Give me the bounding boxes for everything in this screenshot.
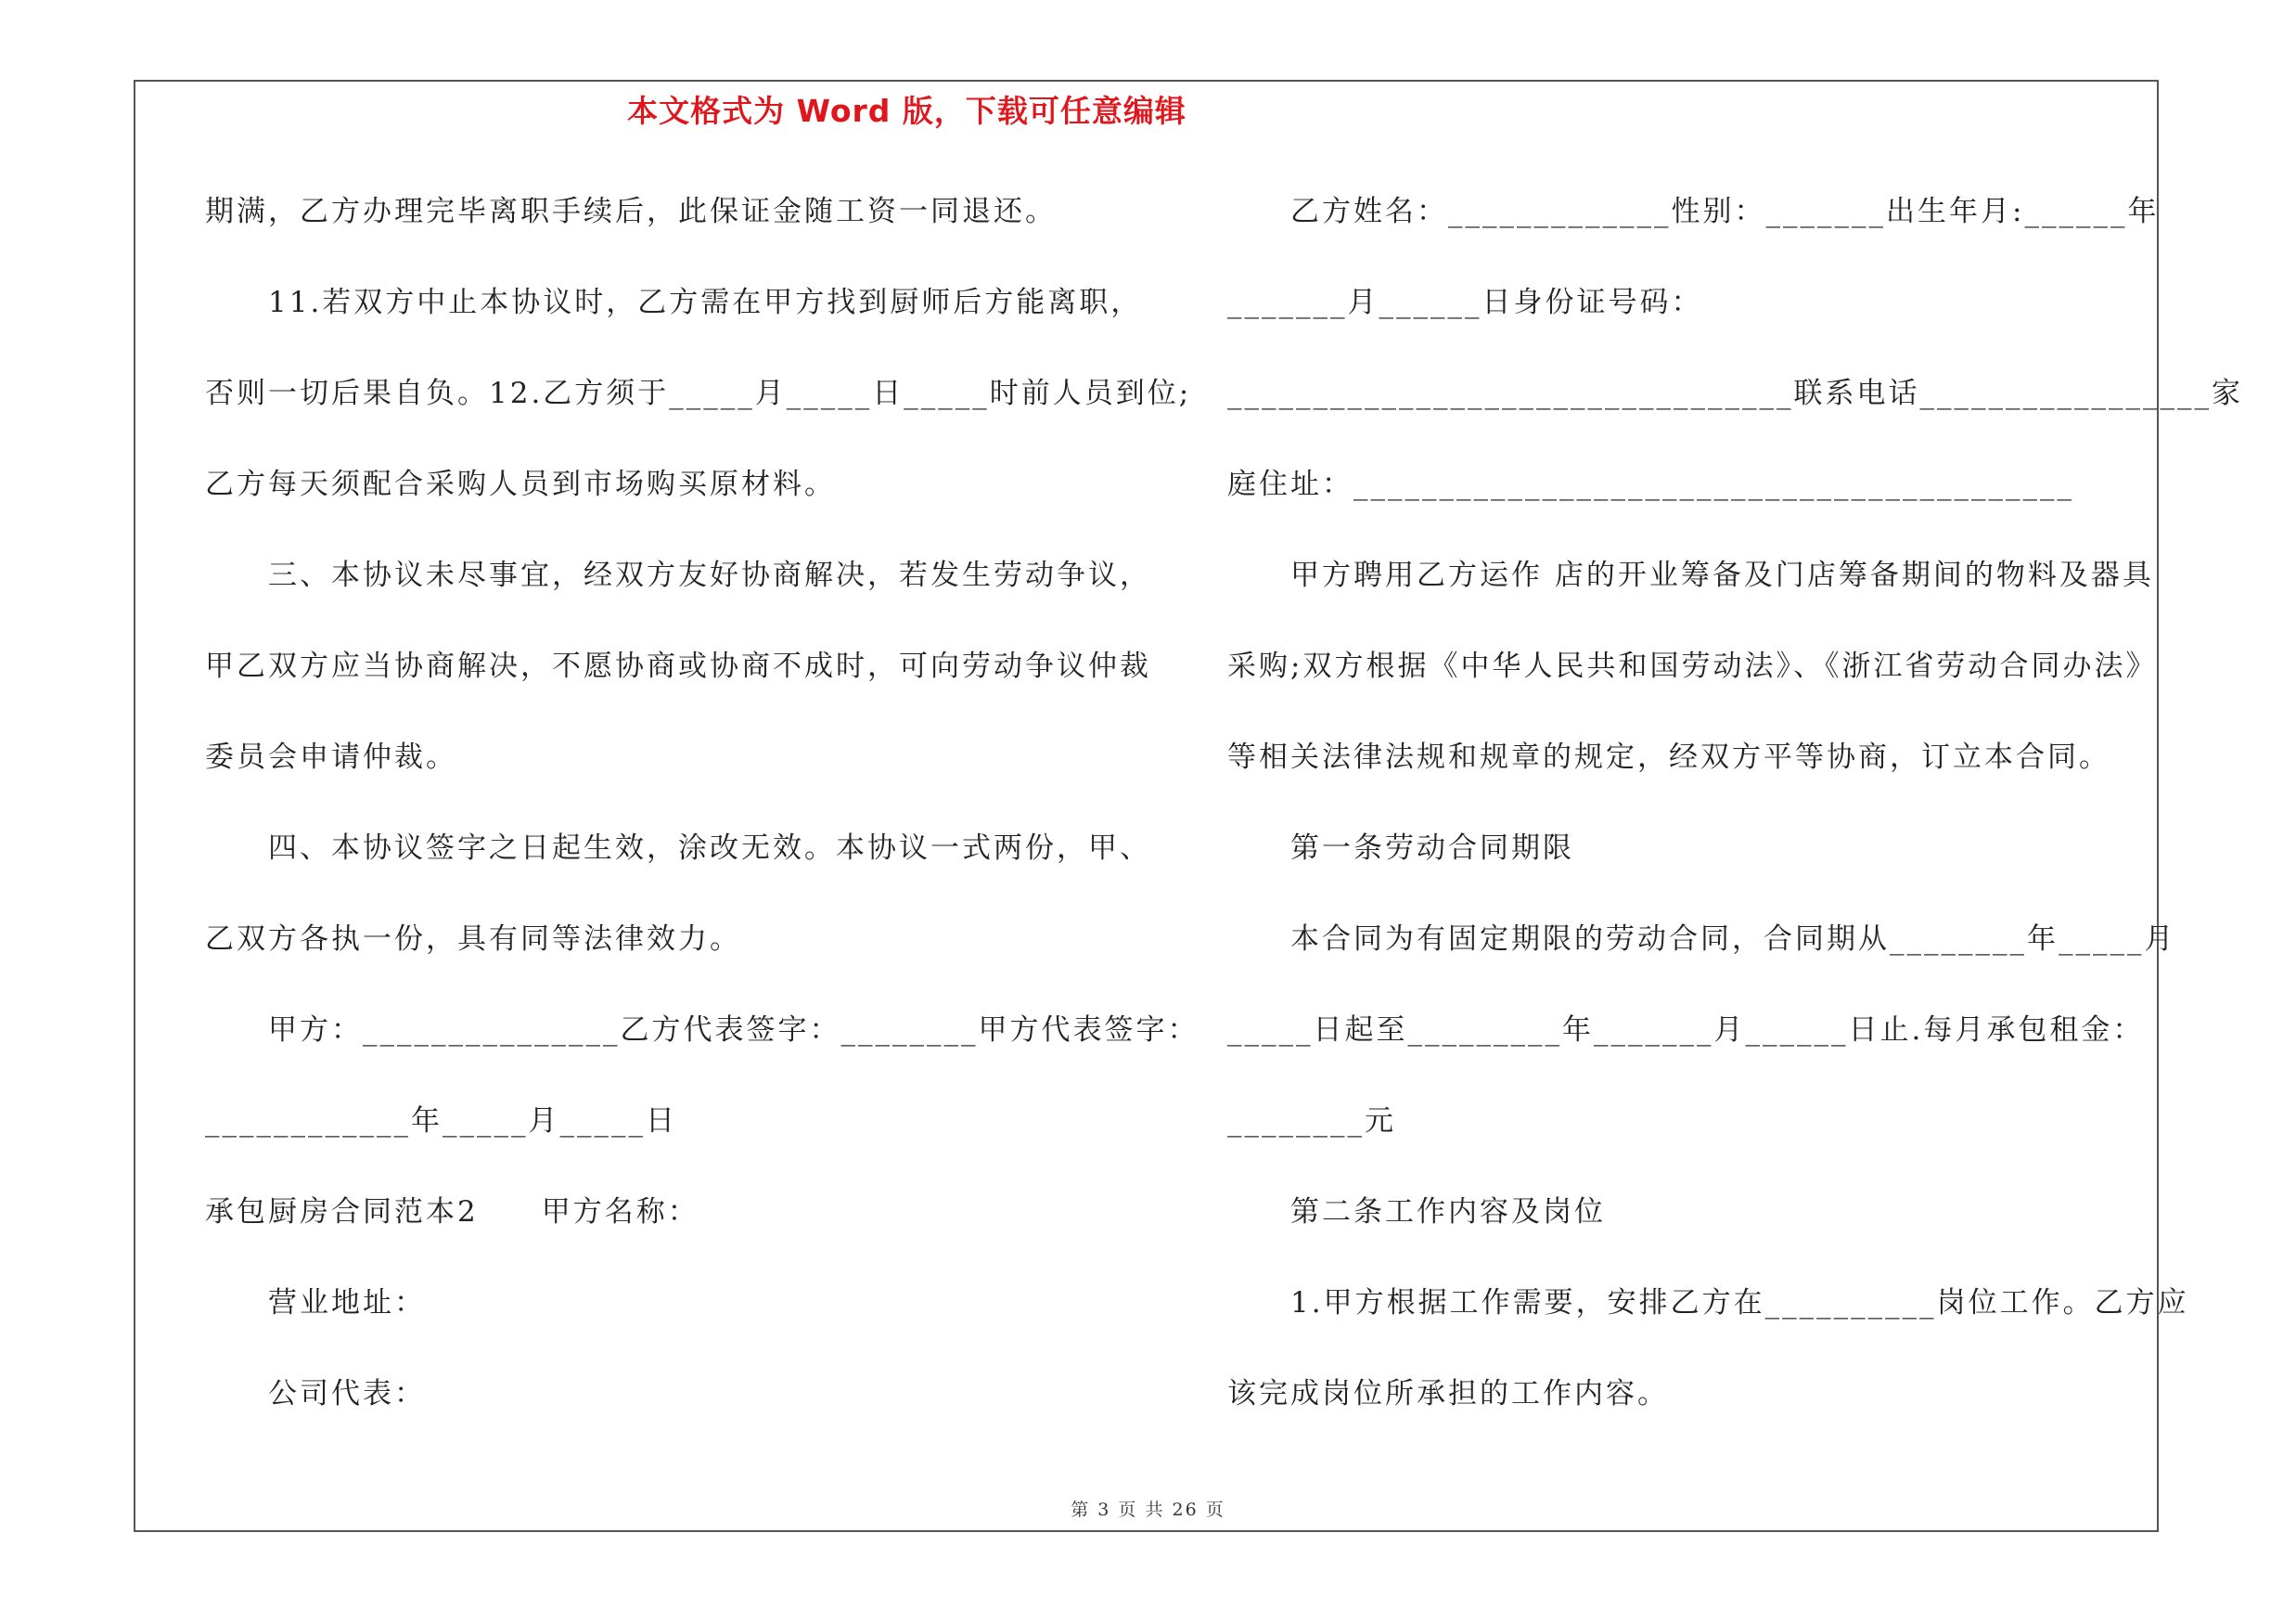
- paragraph-line: _____日起至_________年_______月______日止.每月承包租金：: [1227, 1013, 2145, 1047]
- paragraph-line: _________________________________联系电话_________________家: [1227, 377, 2243, 410]
- paragraph-line: 乙方每天须配合采购人员到市场购买原材料。: [205, 468, 836, 501]
- article-heading: 第二条工作内容及岗位: [1290, 1195, 1606, 1229]
- paragraph-line: 甲方聘用乙方运作 店的开业筹备及门店筹备期间的物料及器具: [1290, 559, 2154, 592]
- paragraph-line: 委员会申请仲裁。: [205, 741, 457, 774]
- paragraph-line: 采购;双方根据《中华人民共和国劳动法》、《浙江省劳动合同办法》: [1227, 650, 2158, 683]
- right-column: [1227, 184, 2243, 1457]
- paragraph-line: 乙方姓名：_____________性别：_______出生年月:______年: [1290, 195, 2160, 228]
- paragraph-line: 甲乙双方应当协商解决，不愿协商或协商不成时，可向劳动争议仲裁: [205, 650, 1151, 683]
- signature-line: 甲方：_______________乙方代表签字：________甲方代表签字：: [268, 1013, 1199, 1047]
- left-column: [205, 184, 1199, 1457]
- paragraph-line: 四、本协议签字之日起生效，涂改无效。本协议一式两份，甲、: [268, 831, 1151, 865]
- date-line: ____________年_____月_____日: [205, 1104, 677, 1138]
- paragraph-line: ________元: [1227, 1104, 1396, 1138]
- paragraph-line: 等相关法律法规和规章的规定，经双方平等协商，订立本合同。: [1227, 741, 2110, 774]
- paragraph-line: 期满，乙方办理完毕离职手续后，此保证金随工资一同退还。: [205, 195, 1057, 228]
- paragraph-line: 否则一切后果自负。12.乙方须于_____月_____日_____时前人员到位;: [205, 377, 1192, 410]
- paragraph-line: 该完成岗位所承担的工作内容。: [1227, 1377, 1669, 1410]
- business-address-label: 营业地址：: [268, 1286, 426, 1320]
- paragraph-line: 11.若双方中止本协议时，乙方需在甲方找到厨师后方能离职，: [268, 286, 1143, 319]
- article-heading: 第一条劳动合同期限: [1290, 831, 1574, 865]
- document-header: 本文格式为 Word 版，下载可任意编辑: [627, 93, 1186, 129]
- page-number: 第 3 页 共 26 页: [1071, 1500, 1225, 1520]
- paragraph-line: 庭住址：__________________________________________: [1227, 468, 2074, 501]
- company-rep-label: 公司代表：: [268, 1377, 426, 1410]
- paragraph-line: 乙双方各执一份，具有同等法律效力。: [205, 922, 741, 956]
- section-title-line: 承包厨房合同范本2 甲方名称：: [205, 1195, 699, 1229]
- paragraph-line: 三、本协议未尽事宜，经双方友好协商解决，若发生劳动争议，: [268, 559, 1151, 592]
- paragraph-line: 1.甲方根据工作需要，安排乙方在__________岗位工作。乙方应: [1290, 1286, 2189, 1320]
- paragraph-line: 本合同为有固定期限的劳动合同，合同期从________年_____月: [1290, 922, 2176, 956]
- paragraph-line: _______月______日身份证号码：: [1227, 286, 1703, 319]
